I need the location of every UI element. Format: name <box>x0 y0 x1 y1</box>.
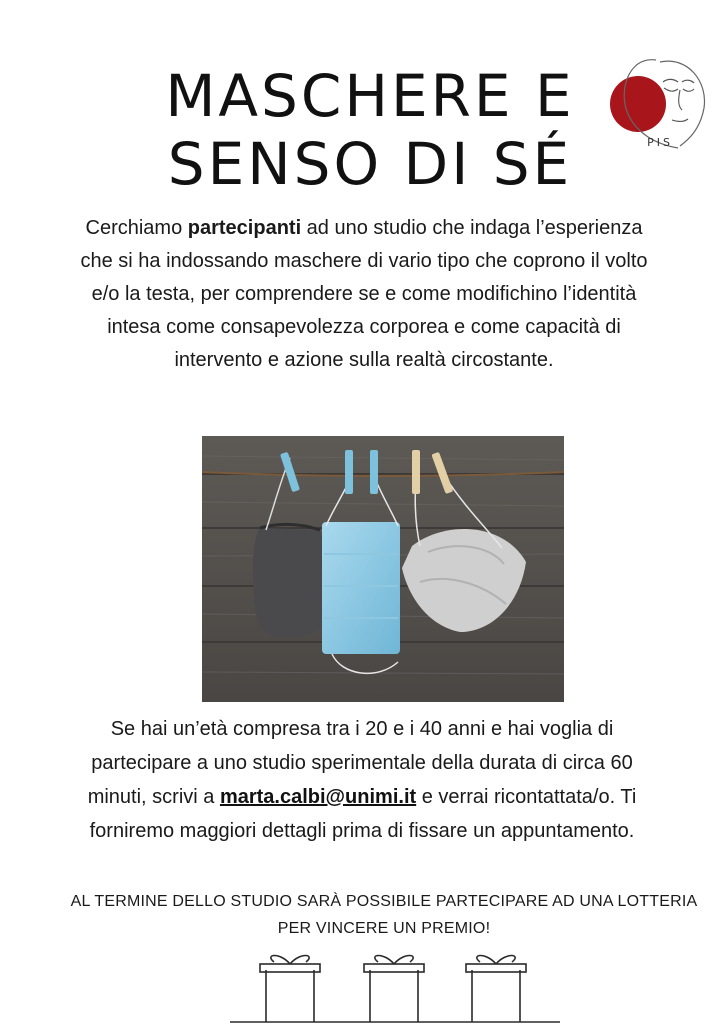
call-to-action <box>60 712 664 848</box>
intro-paragraph <box>68 212 660 377</box>
gift-box-icon-2 <box>364 956 424 1023</box>
cta-text-start: Se hai un’età compresa tra i 20 e i 40 anni e hai voglia di partecipare a uno studio sperimentale della durata di circa 60 minuti, scrivi a <box>87 718 633 808</box>
intro-highlight: partecipanti <box>187 217 302 239</box>
title-line-1: MASCHERE E <box>165 62 575 130</box>
title-line-2: SENSO DI SÉ <box>167 130 573 198</box>
cta-text-end: e verrai ricontattata/o. Ti forniremo maggiori dettagli prima di fissare un appuntamento. <box>89 786 637 842</box>
gift-box-icon-3 <box>466 956 526 1023</box>
email-link[interactable]: marta.calbi@unimi.it <box>219 786 417 808</box>
page-title <box>90 62 650 198</box>
gift-box-icon <box>230 948 560 1024</box>
lottery-notice: AL TERMINE DELLO STUDIO SARÀ POSSIBILE PARTECIPARE AD UNA LOTTERIA PER VINCERE UN PREMIO! <box>70 893 698 937</box>
logo-text: PIS <box>647 136 673 149</box>
masks-photo <box>202 436 564 702</box>
intro-text-end: ad uno studio che indaga l’esperienza che si ha indossando maschere di vario tipo che coprono il volto e/o la testa, per comprendere se e come modifichino l’identità intesa come consapevolezza corporea e come capacità di intervento e azione sulla realtà circostante. <box>80 217 648 371</box>
gift-box-icon-1 <box>260 956 320 1023</box>
intro-text-start: Cerchiamo <box>85 217 188 239</box>
